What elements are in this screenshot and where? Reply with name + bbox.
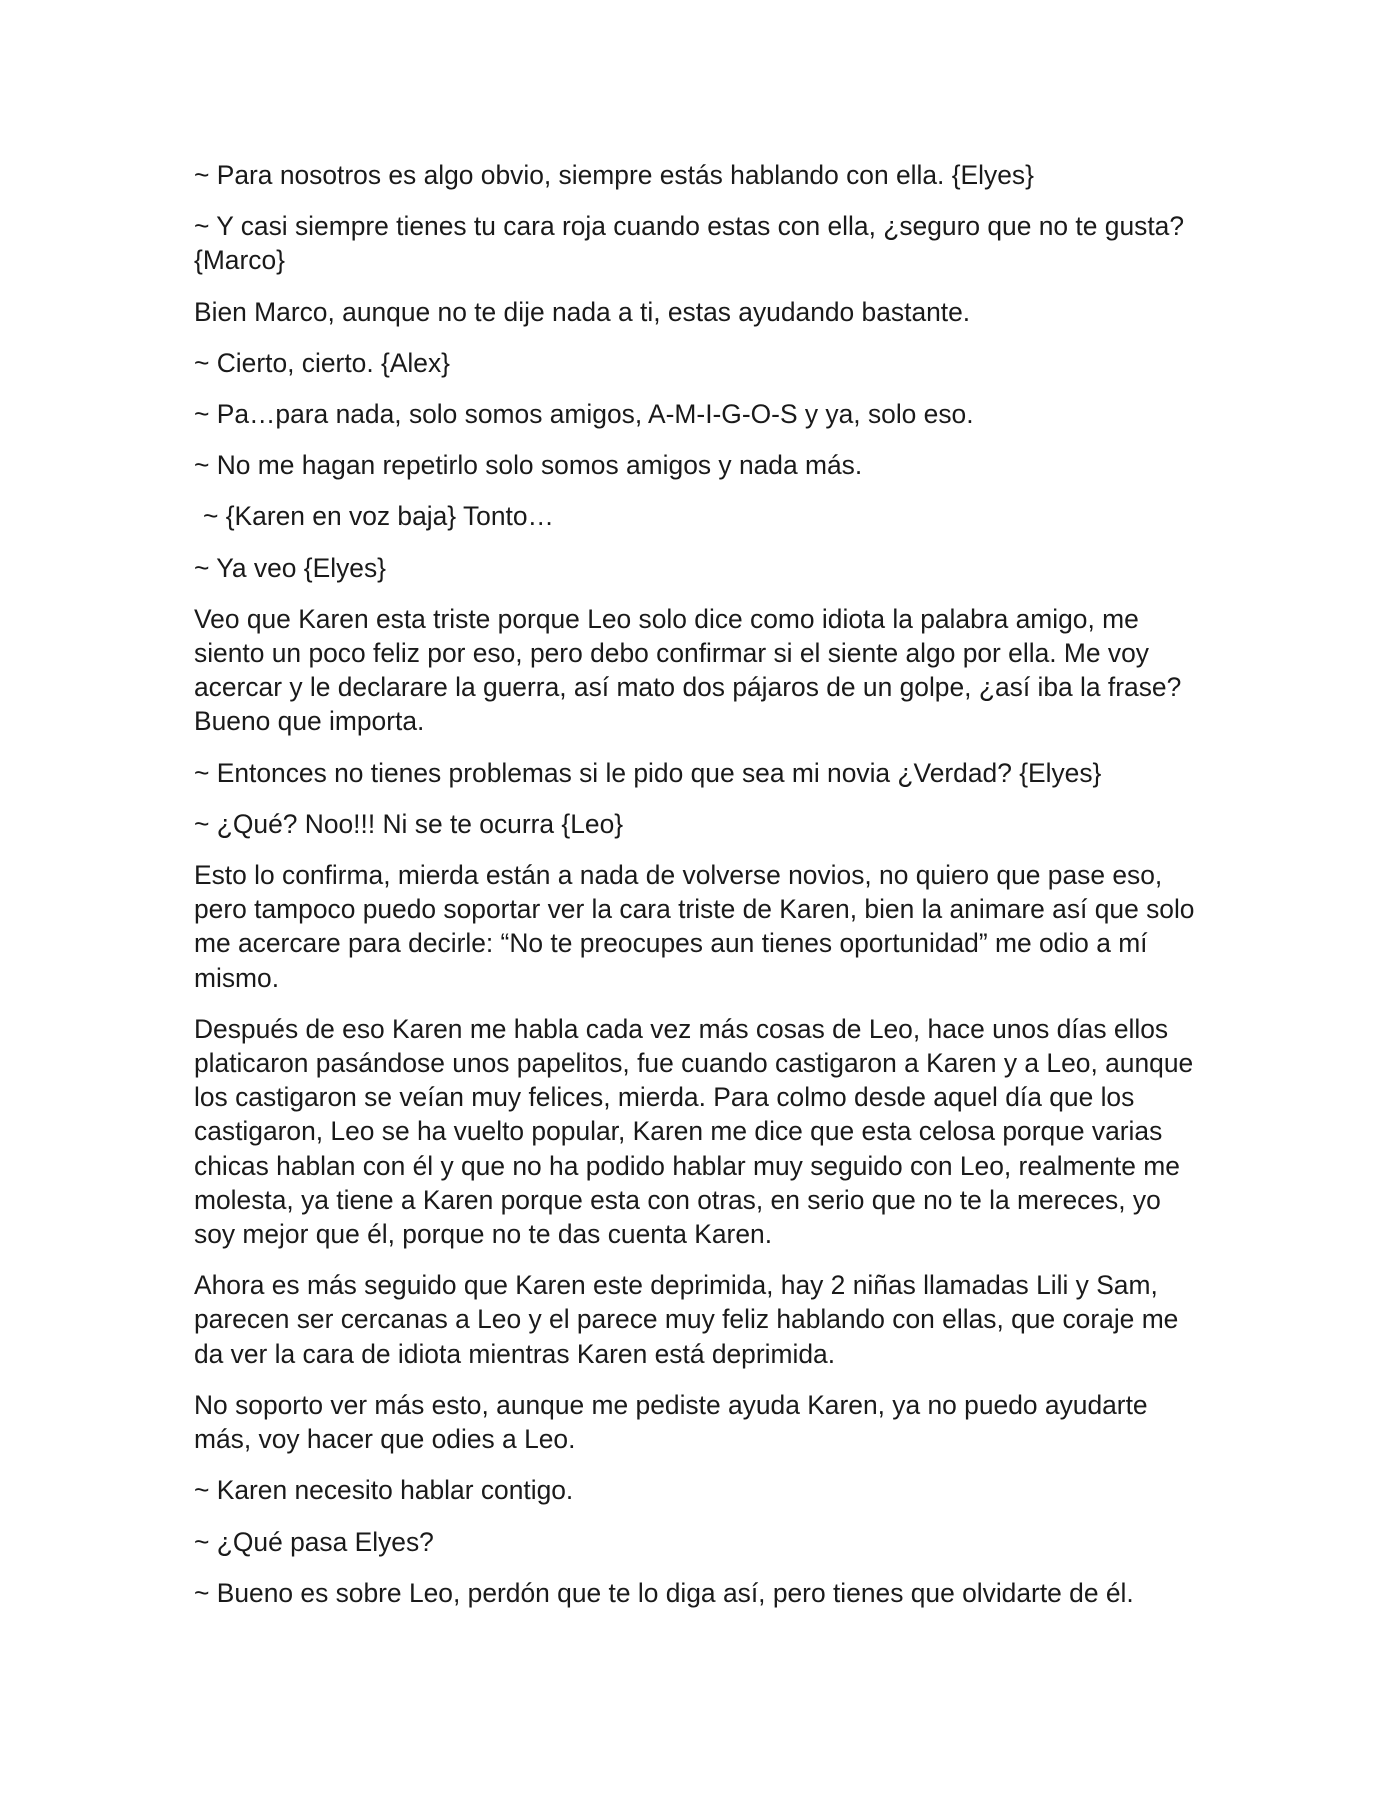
paragraph-9: Veo que Karen esta triste porque Leo solo dice como idiota la palabra amigo, me siento un poco feliz por eso, pero debo confirmar si el siente algo por ella. Me voy acercar y le declarare la guerra, así mato dos pájaros de un golpe, ¿así iba la frase? Bueno que importa.: [194, 603, 1182, 737]
paragraph-6: ~ No me hagan repetirlo solo somos amigos y nada más.: [194, 450, 863, 481]
paragraph-14: Ahora es más seguido que Karen este deprimida, hay 2 niñas llamadas Lili y Sam, parecen ser cercanas a Leo y el parece muy feliz hablando con ellas, que coraje me da ver la cara de idiota mientras Karen está deprimida.: [194, 1270, 1179, 1369]
paragraph-12: Esto lo confirma, mierda están a nada de volverse novios, no quiero que pase eso, pero tampoco puedo soportar ver la cara triste de Karen, bien la animare así que solo me acercare para decirle: “No te preocupes aun tienes oportunidad” me odio a mí mismo.: [194, 860, 1195, 993]
paragraph-1: ~ Para nosotros es algo obvio, siempre estás hablando con ella. {Elyes}: [194, 160, 1034, 190]
paragraph-10: ~ Entonces no tienes problemas si le pido que sea mi novia ¿Verdad? {Elyes}: [194, 757, 1102, 788]
paragraph-5: ~ Pa…para nada, solo somos amigos, A-M-I-G-O-S y ya, solo eso.: [194, 399, 974, 430]
paragraph-17: ~ ¿Qué pasa Elyes?: [194, 1526, 434, 1557]
paragraph-4: ~ Cierto, cierto. {Alex}: [194, 347, 450, 378]
paragraph-13: Después de eso Karen me habla cada vez más cosas de Leo, hace unos días ellos platicaron pasándose unos papelitos, fue cuando castigaron a Karen y a Leo, aunque los castigaron se veían muy felices, mierda. Para colmo desde aquel día que los castigaron, Leo se ha vuelto popular, Karen me dice que esta celosa porque varias chicas hablan con él y que no ha podido hablar muy seguido con Leo, realmente me molesta, ya tiene a Karen porque esta con otras, en serio que no te la mereces, yo soy mejor que él, porque no te das cuenta Karen.: [194, 1013, 1194, 1250]
paragraph-18: ~ Bueno es sobre Leo, perdón que te lo diga así, pero tienes que olvidarte de él.: [194, 1577, 1134, 1608]
paragraph-8: ~ Ya veo {Elyes}: [194, 552, 386, 583]
paragraph-11: ~ ¿Qué? Noo!!! Ni se te ocurra {Leo}: [194, 808, 624, 839]
paragraph-3: Bien Marco, aunque no te dije nada a ti, estas ayudando bastante.: [194, 296, 971, 327]
paragraph-2: ~ Y casi siempre tienes tu cara roja cuando estas con ella, ¿seguro que no te gusta? {Marco}: [194, 211, 1185, 276]
paragraph-7: ~ {Karen en voz baja} Tonto…: [203, 501, 554, 532]
document-body: [194, 158, 1200, 1610]
paragraph-16: ~ Karen necesito hablar contigo.: [194, 1475, 574, 1506]
paragraph-15: No soporto ver más esto, aunque me pediste ayuda Karen, ya no puedo ayudarte más, voy hacer que odies a Leo.: [194, 1389, 1148, 1455]
